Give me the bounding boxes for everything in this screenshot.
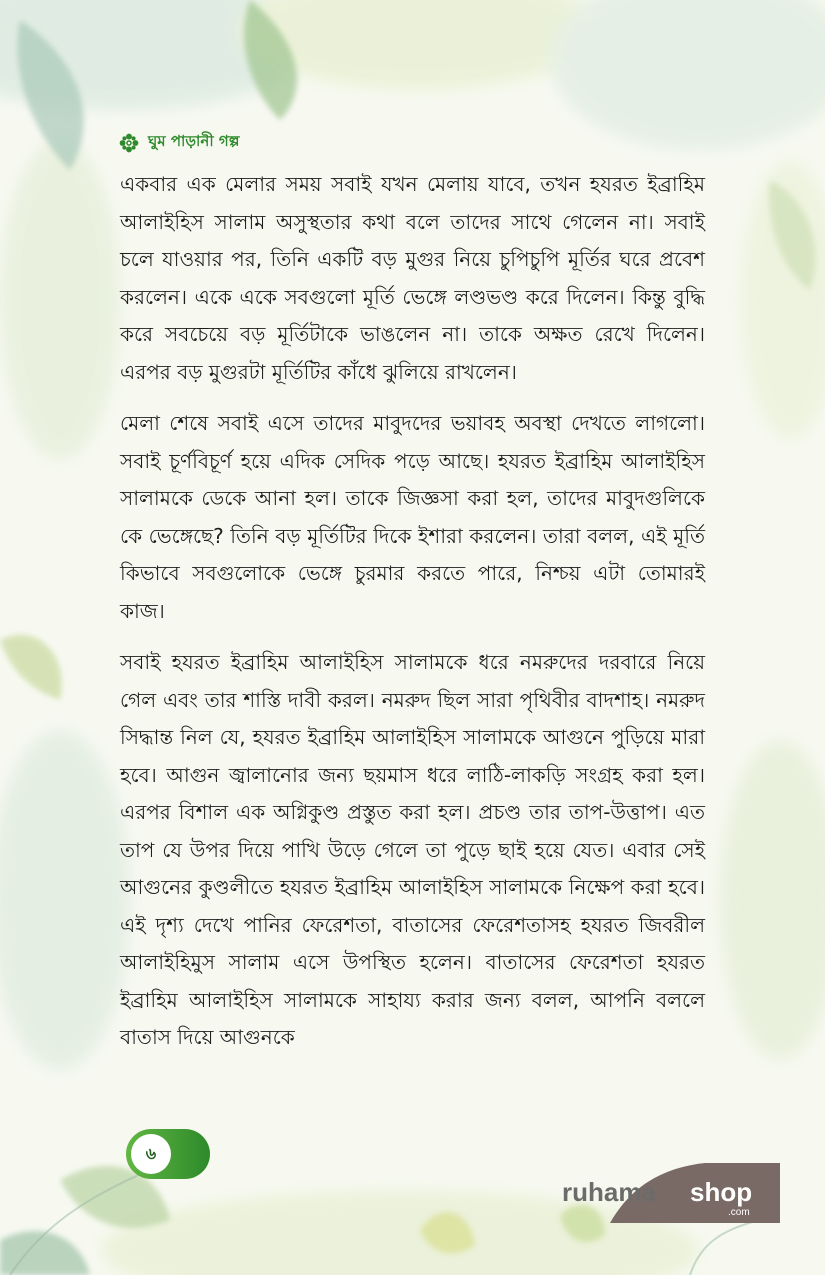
flower-ornament-icon [118,132,140,154]
paragraph: একবার এক মেলার সময় সবাই যখন মেলায় যাবে, তখন হযরত ইব্রাহিম আলাইহিস সালাম অসুস্থতার কথা বলে তাদের সাথে গেলেন না। সবাই চলে যাওয়ার পর, তিনি একটি বড় মুগুর নিয়ে চুপিচুপি মূর্তির ঘরে প্রবেশ করলেন। একে একে সবগুলো মূর্তি ভেঙ্গে লণ্ডভণ্ড করে দিলেন। কিন্তু বুদ্ধি করে সবচেয়ে বড় মূর্তিটাকে ভাঙলেন না। তাকে অক্ষত রেখে দিলেন। এরপর বড় মুগুরটা মূর্তিটির কাঁধে ঝুলিয়ে রাখলেন। [120,172,705,384]
paragraph: মেলা শেষে সবাই এসে তাদের মাবুদদের ভয়াবহ অবস্থা দেখতে লাগলো। সবাই চূর্ণবিচূর্ণ হয়ে এদিক সেদিক পড়ে আছে। হযরত ইব্রাহিম আলাইহিস সালামকে ডেকে আনা হল। তাকে জিজ্ঞসা করা হল, তাদের মাবুদগুলিকে কে ভেঙ্গেছে? তিনি বড় মূর্তিটির দিকে ইশারা করলেন। তারা বলল, এই মূর্তি কিভাবে সবগুলোকে ভেঙ্গে চুরমার করতে পারে, নিশ্চয় এটা তোমারই কাজ। [120,411,705,623]
watermark-ruhama: ruhama [562,1177,656,1207]
page-number: ৬ [131,1134,171,1174]
page-number-badge [126,1129,210,1179]
watermark-shop: shop [690,1177,753,1207]
ruhamashop-watermark [562,1163,780,1223]
running-header [118,130,239,155]
story-body [120,166,705,1071]
book-series-title: ঘুম পাড়ানী গল্প [148,132,240,150]
watermark-com: .com [728,1207,750,1218]
paragraph: সবাই হযরত ইব্রাহিম আলাইহিস সালামকে ধরে নমরুদের দরবারে নিয়ে গেল এবং তার শাস্তি দাবী করল। নমরুদ ছিল সারা পৃথিবীর বাদশাহ। নমরুদ সিদ্ধান্ত নিল যে, হযরত ইব্রাহিম আলাইহিস সালামকে আগুনে পুড়িয়ে মারা হবে। আগুন জ্বালানোর জন্য ছয়মাস ধরে লাঠি-লাকড়ি সংগ্রহ করা হল। এরপর বিশাল এক অগ্নিকুণ্ড প্রস্তুত করা হল। প্রচণ্ড তার তাপ-উত্তাপ। এত তাপ যে উপর দিয়ে পাখি উড়ে গেলে তা পুড়ে ছাই হয়ে যেত। এবার সেই আগুনের কুণ্ডলীতে হযরত ইব্রাহিম আলাইহিস সালামকে নিক্ষেপ করা হবে। এই দৃশ্য দেখে পানির ফেরেশতা, বাতাসের ফেরেশতাসহ হযরত জিবরীল আলাইহিমুস সালাম এসে উপস্থিত হলেন। বাতাসের ফেরেশতা হযরত ইব্রাহিম আলাইহিস সালামকে সাহায্য করার জন্য বলল, আপনি বললে বাতাস দিয়ে আগুনকে [120,650,705,1049]
